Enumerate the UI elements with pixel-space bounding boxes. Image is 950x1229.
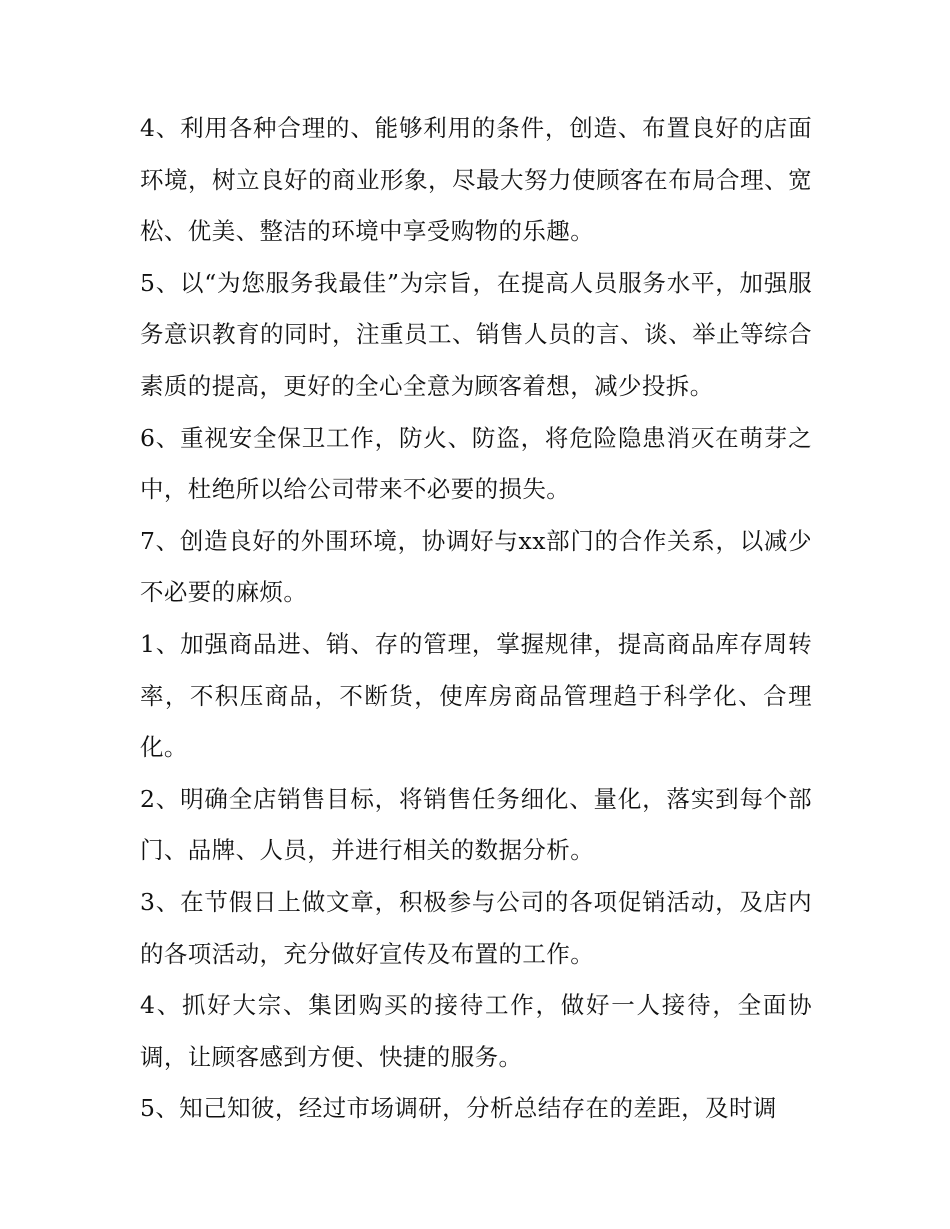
paragraph-service-motto: 5、以“为您服务我最佳”为宗旨，在提高人员服务水平，加强服务意识教育的同时，注重员工、销售人员的言、谈、举止等综合素质的提高，更好的全心全意为顾客着想，减少投拆。 (140, 268, 812, 400)
paragraph-market-research: 5、知己知彼，经过市场调研，分析总结存在的差距，及时调 (140, 1094, 777, 1123)
paragraph-store-environment: 4、利用各种合理的、能够利用的条件，创造、布置良好的店面环境，树立良好的商业形象，尽最大努力使顾客在布局合理、宽松、优美、整洁的环境中享受购物的乐趣。 (140, 114, 812, 246)
paragraph-safety: 6、重视安全保卫工作，防火、防盗，将危险隐患消灭在萌芽之中，杜绝所以给公司带来不必要的损失。 (140, 423, 812, 504)
paragraph-inventory-management: 1、加强商品进、销、存的管理，掌握规律，提高商品库存周转率，不积压商品，不断货，使库房商品管理趋于科学化、合理化。 (140, 629, 812, 762)
paragraph-group-purchases: 4、抓好大宗、集团购买的接待工作，做好一人接待，全面协调，让顾客感到方便、快捷的服务。 (140, 991, 812, 1071)
document-body (140, 103, 812, 1135)
paragraph-external-environment: 7、创造良好的外围环境，协调好与xx部门的合作关系，以减少不必要的麻烦。 (140, 526, 812, 607)
paragraph-sales-targets: 2、明确全店销售目标，将销售任务细化、量化，落实到每个部门、品牌、人员，并进行相关的数据分析。 (140, 784, 812, 865)
paragraph-holiday-promotions: 3、在节假日上做文章，积极参与公司的各项促销活动，及店内的各项活动，充分做好宣传及布置的工作。 (140, 887, 812, 968)
